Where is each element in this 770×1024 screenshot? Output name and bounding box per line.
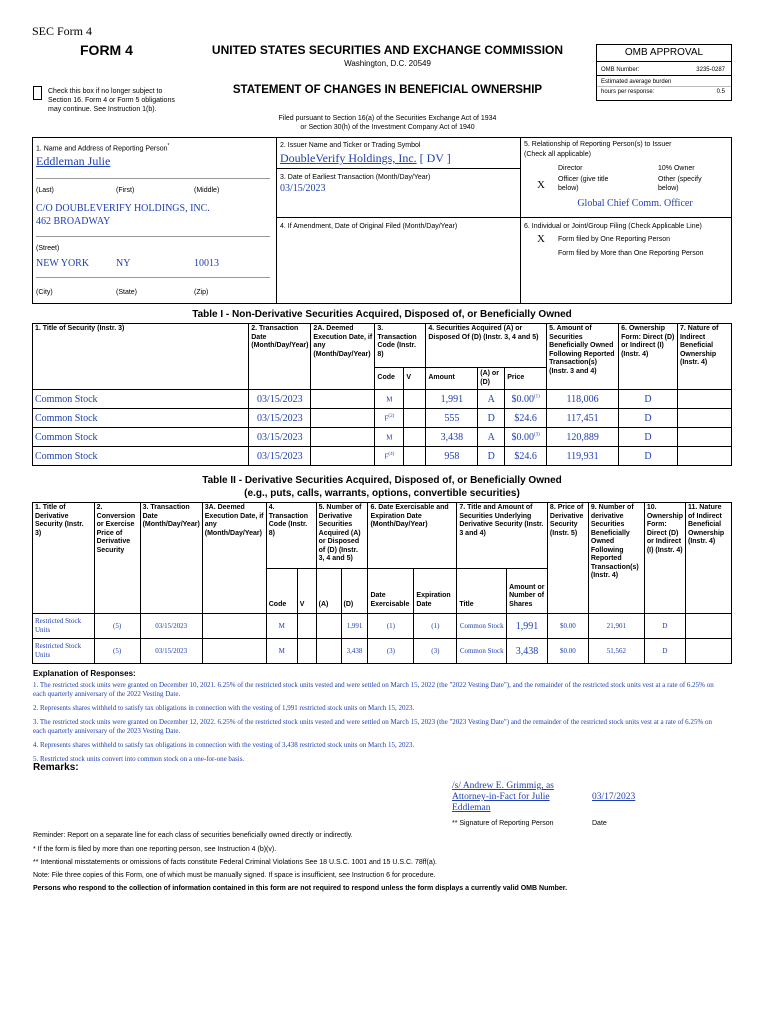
note-5: 5. Restricted stock units convert into common stock on a one-for-one basis. <box>33 755 245 763</box>
omb-hours-label: hours per response: <box>601 89 655 95</box>
explanation-notes <box>33 681 723 764</box>
t1-r3-date: 03/15/2023 <box>249 428 311 447</box>
t1-r3-title: Common Stock <box>33 428 249 447</box>
t1-r4-owned: 119,931 <box>547 447 619 466</box>
box3-label: 3. Date of Earliest Transaction (Month/Day/Year) <box>280 174 431 181</box>
t1-r2-price: $24.6 <box>505 409 547 428</box>
footer-instruction: * If the form is filed by more than one reporting person, see Instruction 4 (b)(v). <box>33 846 277 853</box>
t1-h-v: V <box>404 368 426 390</box>
issuer-ticker: [ DV ] <box>419 151 451 165</box>
t1-r2-nature <box>677 409 731 428</box>
t1-r1-amount: 1,991 <box>426 390 478 409</box>
t2-r1-d: 1,991 <box>341 614 368 639</box>
t1-h-title: 1. Title of Security (Instr. 3) <box>33 324 249 390</box>
t2-r2-exp: (3) <box>414 639 457 664</box>
t1-h-acquired: 4. Securities Acquired (A) or Disposed Of (D) (Instr. 3, 4 and 5) <box>426 324 547 368</box>
derivative-table <box>32 502 732 664</box>
middle-label: (Middle) <box>194 187 220 194</box>
t1-r3-price: $0.00$^{(3)}$ <box>505 428 547 447</box>
note-4: 4. Represents shares withheld to satisfy tax obligations in connection with the vesting of 3,438 restricted stock units on March 15, 2023. <box>33 741 415 749</box>
box4-label: 4. If Amendment, Date of Original Filed (Month/Day/Year) <box>280 223 458 230</box>
note-1: 1. The restricted stock units were granted on December 10, 2021. 6.25% of the restricted stock units vested and were settled on March 15, 2022 (the "2022 Vesting Date"), and the remainder of the restricted stock units vest at a rate of 6.25% on each quarterly anniversary of the 2022 Vesting Date. <box>33 681 714 698</box>
t2-r2-title: Restricted Stock Units <box>33 639 95 664</box>
t1-r1-v <box>404 390 426 409</box>
filed-pursuant-line2: or Section 30(h) of the Investment Company Act of 1940 <box>300 124 475 131</box>
table-row <box>33 639 732 664</box>
t1-h-owned: 5. Amount of Securities Beneficially Owned Following Reported Transaction(s) (Instr. 3 and 4) <box>547 324 619 390</box>
t1-r2-title: Common Stock <box>33 409 249 428</box>
omb-approval-box <box>596 44 732 101</box>
explanation-title: Explanation of Responses: <box>33 669 136 678</box>
officer-label: Officer (give title below) <box>558 176 609 192</box>
other-label: Other (specify below) <box>658 176 702 192</box>
director-label: Director <box>558 165 583 172</box>
non-derivative-table <box>32 323 732 466</box>
t2-r1-form: D <box>644 614 685 639</box>
t2-r1-utitle: Common Stock <box>457 614 507 639</box>
t1-h-form: 6. Ownership Form: Direct (D) or Indirect (I) (Instr. 4) <box>619 324 678 390</box>
form-label: SEC Form 4 <box>32 24 93 38</box>
form-title: FORM 4 <box>80 42 133 58</box>
t2-h-date-ex: Date Exercisable <box>368 569 414 614</box>
t2-h-d: (D) <box>341 569 368 614</box>
omb-title: OMB APPROVAL <box>597 45 731 62</box>
box5-sub: (Check all applicable) <box>524 151 591 158</box>
table2-title: Table II - Derivative Securities Acquired, Disposed of, or Beneficially Owned <box>202 475 562 486</box>
t1-r3-ad: A <box>478 428 505 447</box>
t2-r1-date: 03/15/2023 <box>140 614 202 639</box>
t2-r2-owned: 51,562 <box>588 639 644 664</box>
table1-title: Table I - Non-Derivative Securities Acquired, Disposed of, or Beneficially Owned <box>192 309 572 320</box>
t1-r3-code: M <box>375 428 404 447</box>
t1-r2-date: 03/15/2023 <box>249 409 311 428</box>
t1-r2-deemed <box>311 409 375 428</box>
zip-label: (Zip) <box>194 289 209 296</box>
footer-note: Note: File three copies of this Form, one of which must be manually signed. If space is insufficient, see Instruction 6 for procedure. <box>33 872 436 879</box>
omb-hours: 0.5 <box>716 89 725 95</box>
t1-r2-owned: 117,451 <box>547 409 619 428</box>
t1-r1-form: D <box>619 390 678 409</box>
t1-r1-ad: A <box>478 390 505 409</box>
t2-r1-dex: (1) <box>368 614 414 639</box>
box1-label: 1. Name and Address of Reporting Person* <box>36 143 170 153</box>
officer-check-mark[interactable]: X <box>537 179 545 191</box>
commission-title: UNITED STATES SECURITIES AND EXCHANGE COMMISSION <box>211 43 564 57</box>
signature-line1: /s/ Andrew E. Grimmig, as <box>452 781 554 791</box>
t2-h-nature: 11. Nature of Indirect Beneficial Ownership (Instr. 4) <box>686 503 732 614</box>
city-label: (City) <box>36 289 53 296</box>
address-line2: 462 BROADWAY <box>36 216 111 227</box>
t1-r2-code: $F^{(2)}$ <box>375 409 404 428</box>
table-row <box>33 409 732 428</box>
t1-r4-nature <box>677 447 731 466</box>
t2-r2-v <box>297 639 316 664</box>
note-2: 2. Represents shares withheld to satisfy tax obligations in connection with the vesting of 1,991 restricted stock units on March 15, 2023. <box>33 704 415 712</box>
t2-r1-exp: (1) <box>414 614 457 639</box>
t2-r1-nature <box>686 614 732 639</box>
t1-r2-form: D <box>619 409 678 428</box>
omb-number-label: OMB Number: <box>601 67 640 73</box>
t2-h-conv: 2. Conversion or Exercise Price of Derivative Security <box>94 503 140 614</box>
t2-r1-uamt: 1,991 <box>507 614 548 639</box>
t2-r2-form: D <box>644 639 685 664</box>
t2-h-uamt: Amount or Number of Shares <box>507 569 548 614</box>
one-person-check-mark[interactable]: X <box>537 233 545 245</box>
t2-r1-v <box>297 614 316 639</box>
t2-h-form: 10. Ownership Form: Direct (D) or Indirect (I) (Instr. 4) <box>644 503 685 614</box>
t2-h-exp: Expiration Date <box>414 569 457 614</box>
t1-h-deemed: 2A. Deemed Execution Date, if any (Month/Day/Year) <box>311 324 375 390</box>
t2-h-price: 8. Price of Derivative Security (Instr. 5) <box>547 503 588 614</box>
t1-h-code: 3. Transaction Code (Instr. 8) <box>375 324 426 368</box>
t2-h-underlying: 7. Title and Amount of Securities Underlying Derivative Security (Instr. 3 and 4) <box>457 503 548 569</box>
omb-number: 3235-0287 <box>696 67 725 73</box>
t2-h-code-sub: Code <box>266 569 297 614</box>
box2-label: 2. Issuer Name and Ticker or Trading Symbol <box>280 142 421 149</box>
t2-r1-deemed <box>202 614 266 639</box>
no-longer-subject-checkbox[interactable] <box>33 86 42 100</box>
t2-h-number: 5. Number of Derivative Securities Acquired (A) or Disposed of (D) (Instr. 3, 4 and 5) <box>316 503 368 569</box>
box6-label: 6. Individual or Joint/Group Filing (Check Applicable Line) <box>524 223 702 230</box>
t1-r3-v <box>404 428 426 447</box>
street-label: (Street) <box>36 245 60 252</box>
t2-h-a: (A) <box>316 569 341 614</box>
t1-r1-date: 03/15/2023 <box>249 390 311 409</box>
table2-subtitle: (e.g., puts, calls, warrants, options, convertible securities) <box>244 488 520 499</box>
t2-h-exercisable: 6. Date Exercisable and Expiration Date (Month/Day/Year) <box>368 503 457 569</box>
t1-r1-owned: 118,006 <box>547 390 619 409</box>
t1-r4-price: $24.6 <box>505 447 547 466</box>
remarks-label: Remarks: <box>33 762 79 773</box>
t1-h-aord: (A) or (D) <box>478 368 505 390</box>
t2-r1-title: Restricted Stock Units <box>33 614 95 639</box>
t1-r2-amount: 555 <box>426 409 478 428</box>
t1-r1-title: Common Stock <box>33 390 249 409</box>
t1-r2-v <box>404 409 426 428</box>
state-label: (State) <box>116 289 138 296</box>
commission-location: Washington, D.C. 20549 <box>344 59 431 68</box>
date-label: Date <box>592 820 607 827</box>
footer-reminder: Reminder: Report on a separate line for each class of securities beneficially owned directly or indirectly. <box>33 832 353 839</box>
t2-h-deemed: 3A. Deemed Execution Date, if any (Month/Day/Year) <box>202 503 266 614</box>
t1-r4-v <box>404 447 426 466</box>
signature-date: 03/17/2023 <box>592 792 636 802</box>
ten-percent-owner-label: 10% Owner <box>658 165 695 172</box>
t1-r4-date: 03/15/2023 <box>249 447 311 466</box>
table-row <box>33 614 732 639</box>
t2-r1-price: $0.00 <box>547 614 588 639</box>
t1-r2-ad: D <box>478 409 505 428</box>
t1-r4-amount: 958 <box>426 447 478 466</box>
t2-h-owned: 9. Number of derivative Securities Beneficially Owned Following Reported Transaction(s) (Instr. 4) <box>588 503 644 614</box>
state-value: NY <box>116 258 131 269</box>
footer-violations: ** Intentional misstatements or omissions of facts constitute Federal Criminal Violations See 18 U.S.C. 1001 and 15 U.S.C. 78ff(a). <box>33 859 437 866</box>
t1-r3-deemed <box>311 428 375 447</box>
earliest-transaction-date: 03/15/2023 <box>280 183 326 194</box>
t1-h-nature: 7. Nature of Indirect Beneficial Ownership (Instr. 4) <box>677 324 731 390</box>
t2-r1-code: M <box>266 614 297 639</box>
officer-title: Global Chief Comm. Officer <box>577 198 693 209</box>
t1-r4-form: D <box>619 447 678 466</box>
t2-r2-deemed <box>202 639 266 664</box>
signature-line3: Eddleman <box>452 803 491 813</box>
t2-r2-conv: (5) <box>94 639 140 664</box>
t2-r2-nature <box>686 639 732 664</box>
t2-r2-utitle: Common Stock <box>457 639 507 664</box>
last-label: (Last) <box>36 187 54 194</box>
t2-r1-a <box>316 614 341 639</box>
t2-r1-conv: (5) <box>94 614 140 639</box>
issuer-name[interactable]: DoubleVerify Holdings, Inc. <box>280 151 417 165</box>
address-line1: C/O DOUBLEVERIFY HOLDINGS, INC. <box>36 203 210 214</box>
t2-r1-owned: 21,901 <box>588 614 644 639</box>
t1-h-code-sub: Code <box>375 368 404 390</box>
omb-burden-label: Estimated average burden <box>601 79 672 85</box>
t1-r1-nature <box>677 390 731 409</box>
t2-h-title: 1. Title of Derivative Security (Instr. 3) <box>33 503 95 614</box>
t2-h-v: V <box>297 569 316 614</box>
note-3: 3. The restricted stock units were granted on December 12, 2022. 6.25% of the restricted stock units vested and were settled on March 15, 2023 (the "2023 Vesting Date") and the remainder of the restricted stock units vest at a rate of 6.25% on each quarterly anniversary of the 2023 Vesting Date. <box>33 718 713 735</box>
t1-r1-code: M <box>375 390 404 409</box>
t1-r4-ad: D <box>478 447 505 466</box>
t1-r4-title: Common Stock <box>33 447 249 466</box>
t2-h-utitle: Title <box>457 569 507 614</box>
statement-title: STATEMENT OF CHANGES IN BENEFICIAL OWNERSHIP <box>232 84 543 96</box>
t2-r2-date: 03/15/2023 <box>140 639 202 664</box>
t2-h-date: 3. Transaction Date (Month/Day/Year) <box>140 503 202 614</box>
reporting-person-name[interactable]: Eddleman Julie <box>36 154 111 168</box>
t1-r1-deemed <box>311 390 375 409</box>
signature-label: ** Signature of Reporting Person <box>452 820 554 827</box>
table-row <box>33 447 732 466</box>
footer-omb-notice: Persons who respond to the collection of information contained in this form are not required to respond unless the form displays a currently valid OMB Number. <box>33 885 568 892</box>
t2-r2-a <box>316 639 341 664</box>
filed-pursuant-line1: Filed pursuant to Section 16(a) of the Securities Exchange Act of 1934 <box>278 115 497 122</box>
t2-r2-price: $0.00 <box>547 639 588 664</box>
t1-r4-deemed <box>311 447 375 466</box>
more-persons-label: Form filed by More than One Reporting Person <box>558 250 704 257</box>
signature-block <box>452 781 554 814</box>
table-row <box>33 390 732 409</box>
t2-h-code: 4. Transaction Code (Instr. 8) <box>266 503 316 569</box>
first-label: (First) <box>116 187 135 194</box>
t2-r2-code: M <box>266 639 297 664</box>
checkbox-instruction: Check this box if no longer subject to Section 16. Form 4 or Form 5 obligations may continue. See Instruction 1(b). <box>48 88 175 113</box>
issuer-line <box>280 151 451 166</box>
t1-h-price: Price <box>505 368 547 390</box>
t1-h-date: 2. Transaction Date (Month/Day/Year) <box>249 324 311 390</box>
table-row <box>33 428 732 447</box>
t2-r2-uamt: 3,438 <box>507 639 548 664</box>
t1-r4-code: $F^{(4)}$ <box>375 447 404 466</box>
t1-r3-nature <box>677 428 731 447</box>
zip-value: 10013 <box>194 258 219 269</box>
t1-r3-form: D <box>619 428 678 447</box>
t1-r3-owned: 120,889 <box>547 428 619 447</box>
one-person-label: Form filed by One Reporting Person <box>558 236 671 243</box>
t2-r2-d: 3,438 <box>341 639 368 664</box>
city-value: NEW YORK <box>36 258 90 269</box>
t1-r3-amount: 3,438 <box>426 428 478 447</box>
box5-label: 5. Relationship of Reporting Person(s) to Issuer <box>524 141 672 148</box>
t1-h-amount: Amount <box>426 368 478 390</box>
t1-r1-price: $0.00$^{(1)}$ <box>505 390 547 409</box>
signature-line2: Attorney-in-Fact for Julie <box>452 792 550 802</box>
t2-r2-dex: (3) <box>368 639 414 664</box>
